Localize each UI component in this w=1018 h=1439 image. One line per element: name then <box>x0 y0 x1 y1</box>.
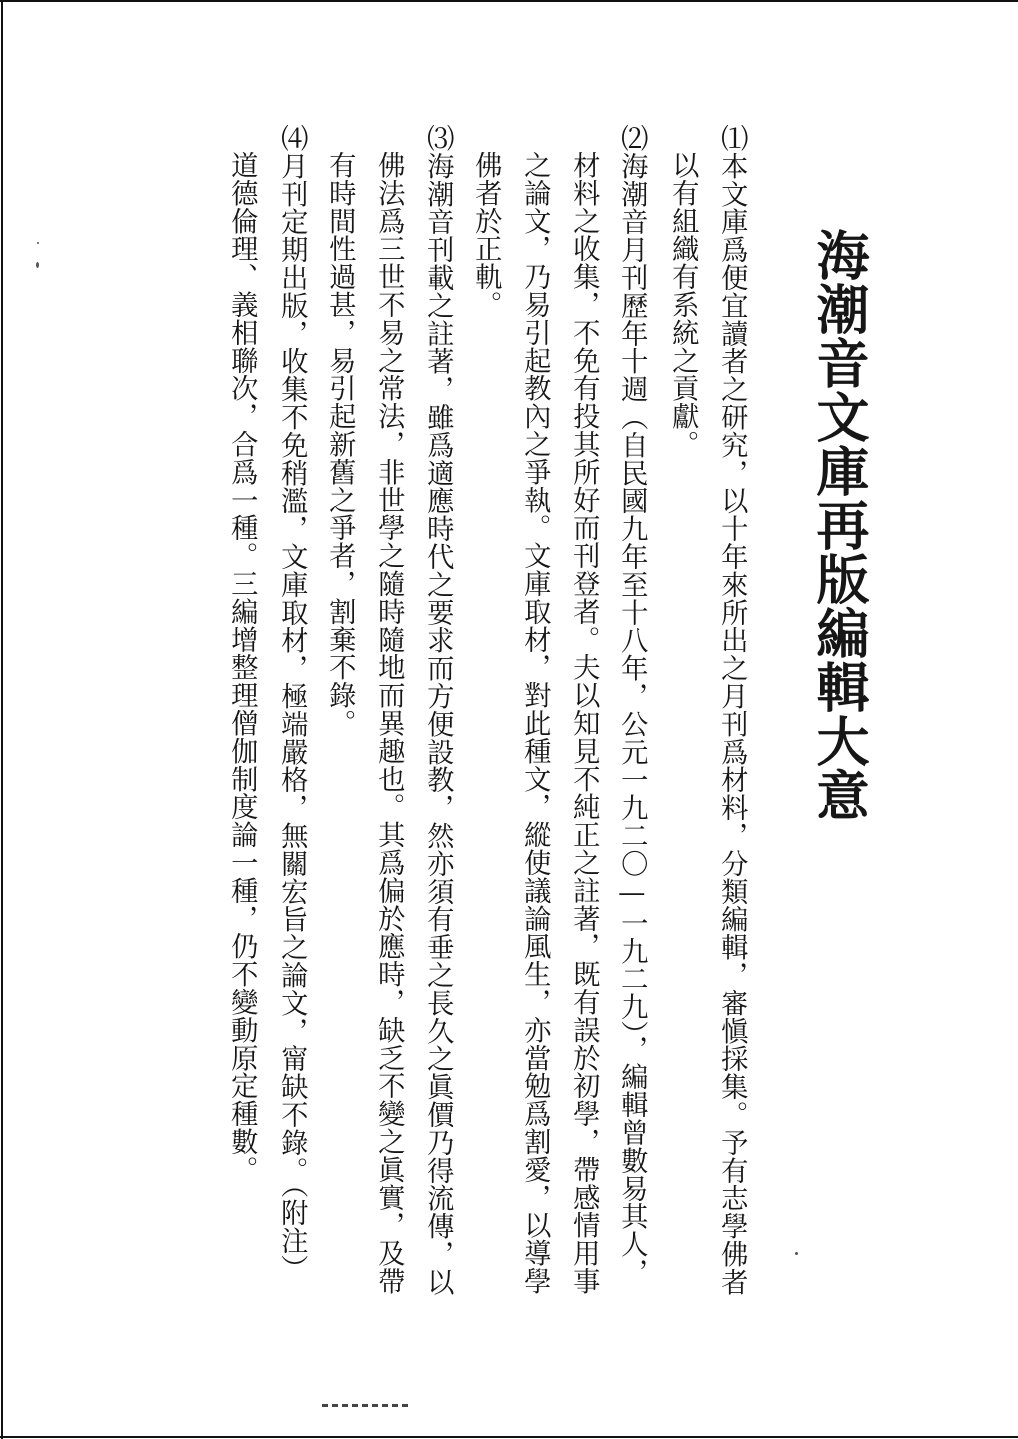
document-title: 海潮音文庫再版編輯大意 <box>808 228 870 822</box>
text-column-5: 之論文，乃易引起教內之爭執。文庫取材，對此種文，縱使議論風生，亦當勉爲割愛，以導學 <box>519 151 551 1295</box>
text-column-11: 道德倫理、義相聯次，合爲一種。三編增整理僧伽制度論一種，仍不變動原定種數。 <box>226 151 258 1184</box>
text-column-8: 佛法爲三世不易之常法，非世學之隨時隨地而異趣也。其爲偏於應時，缺乏不變之眞實，及帶 <box>373 151 405 1295</box>
scan-speck <box>795 1252 798 1255</box>
scan-footer-mark <box>322 1404 412 1407</box>
text-column-6: 佛者於正軌。 <box>470 151 502 319</box>
text-column-10: ⑷月刊定期出版，收集不免稍濫，文庫取材，極端嚴格，無關宏旨之論文，甯缺不錄。（附注） <box>276 124 308 1283</box>
text-column-9: 有時間性過甚，易引起新舊之爭者，割棄不錄。 <box>324 151 356 737</box>
page-border-left <box>1 0 3 1439</box>
text-column-4: 材料之收集，不免有投其所好而刊登者。夫以知見不純正之註著，既有誤於初學，帶感情用事 <box>568 151 600 1295</box>
text-column-7: ⑶海潮音刊載之註著，雖爲適應時代之要求而方便設教，然亦須有垂之長久之眞價乃得流傳，以 <box>422 124 454 1296</box>
scan-speck <box>36 262 39 268</box>
scan-speck <box>37 242 39 244</box>
text-column-3: ⑵海潮音月刊歷年十週（自民國九年至十八年，公元一九二〇—一九二九），編輯曾數易其人， <box>616 124 648 1286</box>
page-border-bottom <box>0 1436 1018 1438</box>
text-column-2: 以有組織有系統之貢獻。 <box>667 151 699 458</box>
page-border-top <box>0 0 1018 2</box>
text-column-1: ⑴本文庫爲便宜讀者之研究，以十年來所出之月刊爲材料，分類編輯，審愼採集。予有志學佛者 <box>716 124 748 1296</box>
